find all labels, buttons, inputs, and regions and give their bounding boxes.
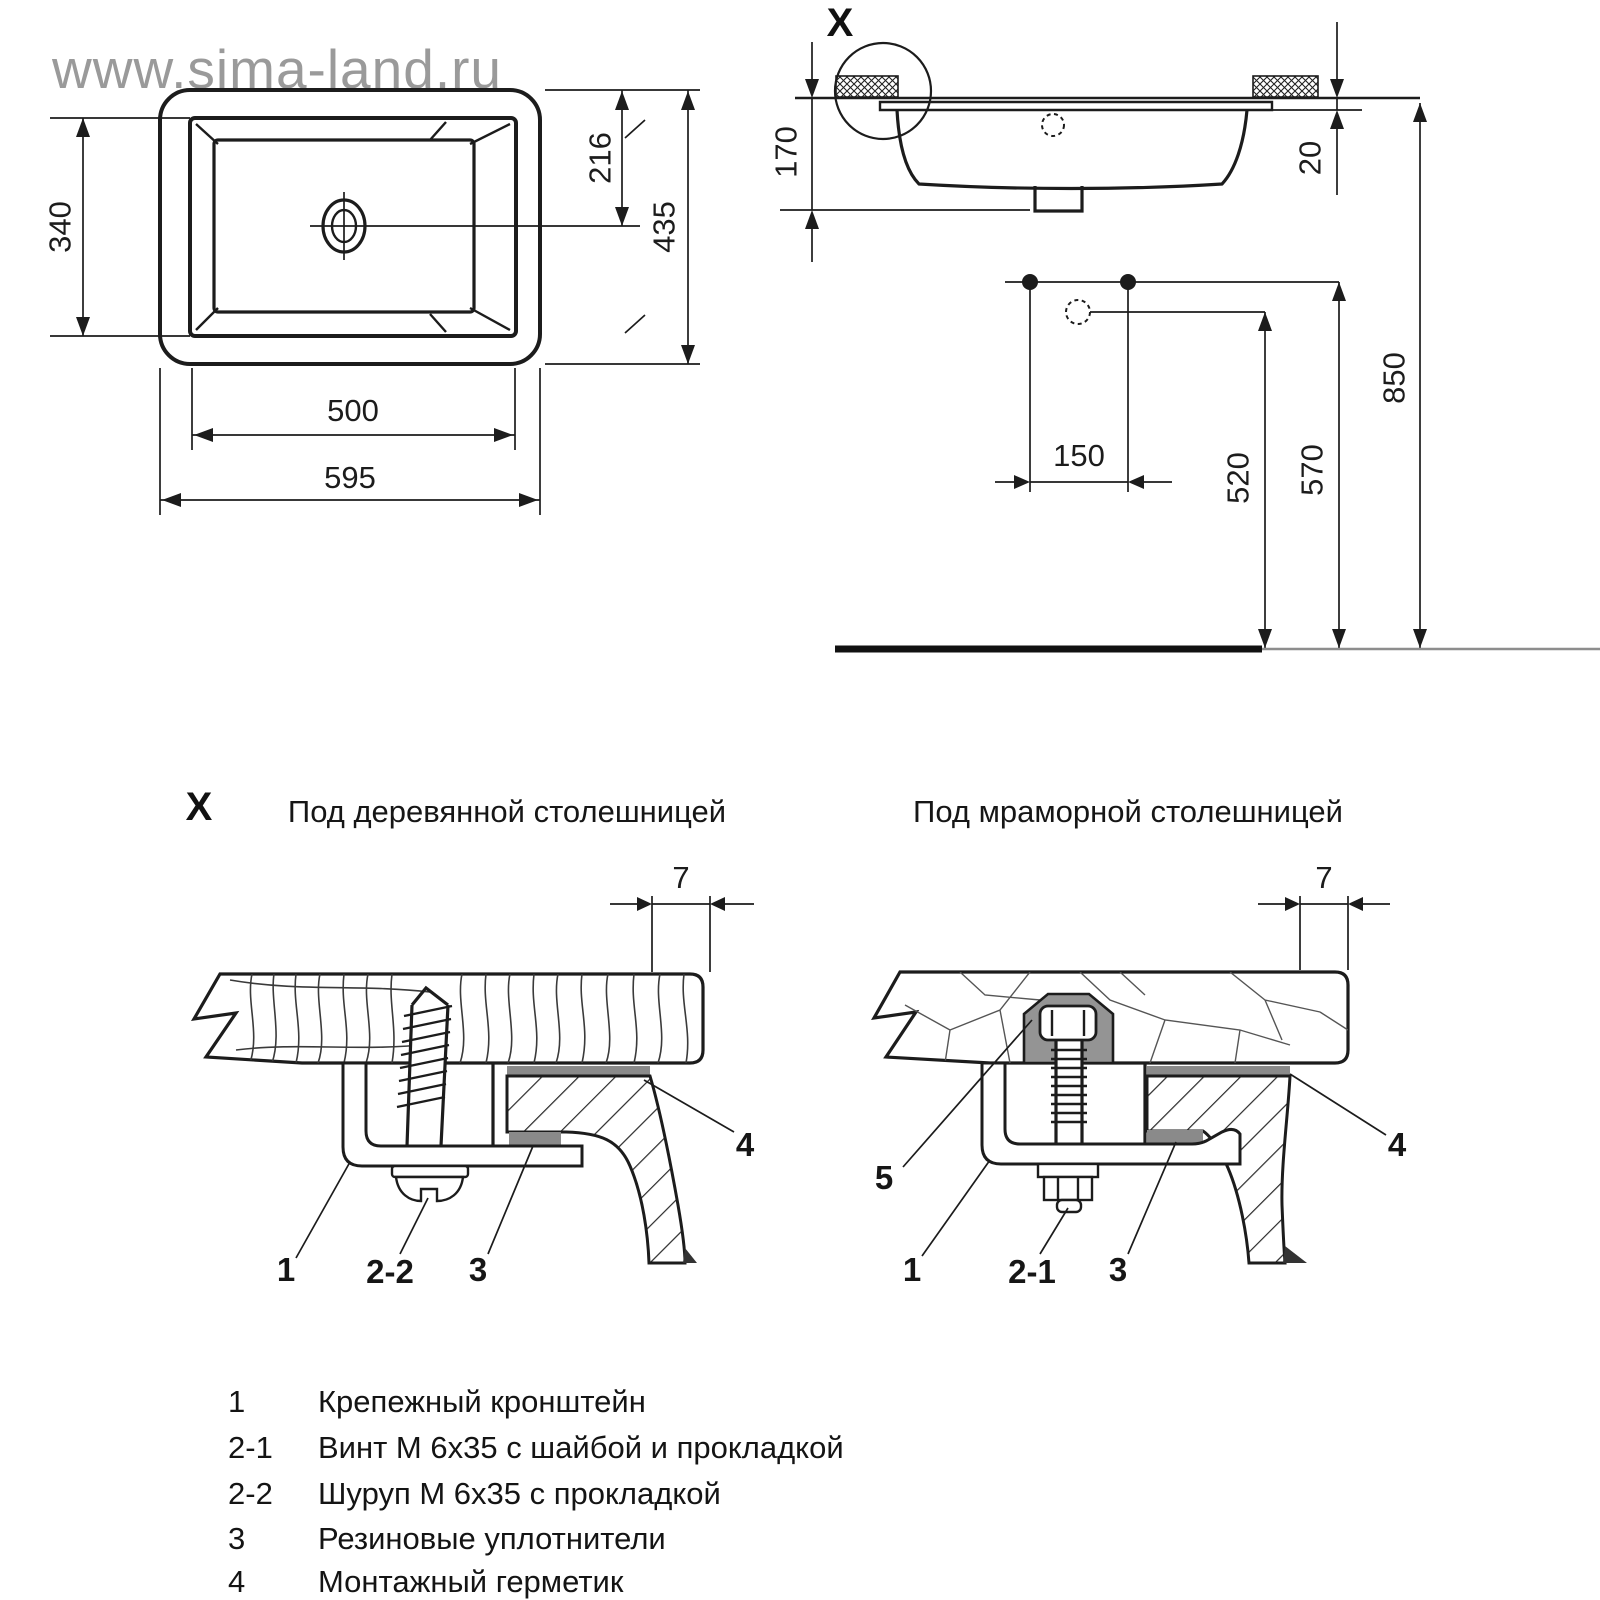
dim-216-label: 216 [582,132,618,184]
callout-1-wood: 1 [276,1251,296,1288]
dim-570-label: 570 [1294,444,1330,496]
dim-850-label: 850 [1376,352,1412,404]
legend-ref-2: 2-1 [228,1430,273,1465]
dim-435-label: 435 [646,201,682,253]
wood-grain-texture [230,974,688,1063]
bowl-profile [897,110,1247,189]
screw-head [392,1166,468,1201]
legend-ref-3: 2-2 [228,1476,273,1511]
callout-3-wood: 3 [468,1251,488,1288]
dim-20 [1272,22,1362,195]
rubber-seal-wood [509,1132,561,1146]
dim-7-marble [1258,860,1390,970]
dim-170 [769,42,1031,262]
marble-vein-texture [905,972,1348,1063]
bolt-2-1 [1040,1006,1096,1164]
callout-4-marble: 4 [1387,1126,1407,1163]
dim-520 [1221,312,1273,648]
legend-text-4: Резиновые уплотнители [318,1521,666,1556]
callout-2-1: 2-1 [1008,1253,1056,1290]
rubber-seal-marble [1147,1130,1203,1144]
watermark-text: www.sima-land.ru [52,38,503,100]
legend [228,1384,844,1599]
dim-216-435 [545,90,700,364]
callout-1-marble: 1 [902,1251,922,1288]
legend-ref-5: 4 [228,1564,246,1599]
legend-ref-4: 3 [228,1521,246,1556]
section-cut-wedge-wood [683,1248,697,1263]
legend-text-3: Шуруп М 6х35 с прокладкой [318,1476,721,1511]
detail-marble-title: Под мраморной столешницей [913,794,1343,829]
dim-7-marble-label: 7 [1315,860,1333,895]
side-view [769,1,1600,649]
callout-5-marble: 5 [874,1159,894,1196]
basin-outer-edge [160,90,540,364]
section-cut-wedge-marble [1283,1246,1307,1263]
detail-wood-title: Под деревянной столешницей [287,794,727,829]
dim-570 [1295,282,1347,648]
dim-340-label: 340 [42,201,78,253]
dim-150-label: 150 [1053,438,1105,473]
dim-20-label: 20 [1292,140,1328,176]
ceramic-rim-section-wood [507,1076,685,1263]
callout-2-2: 2-2 [366,1253,414,1290]
dim-850 [1377,103,1428,648]
detail-marble [874,794,1407,1290]
bolt-nut-washer [1038,1164,1098,1212]
ceramic-rim-section-marble [1147,1076,1290,1263]
legend-ref-1: 1 [228,1384,246,1419]
overflow-hole-icon [1042,114,1064,136]
callout-3-marble: 3 [1108,1251,1128,1288]
legend-text-5: Монтажный герметик [318,1564,624,1599]
drain-position-icon [1066,300,1090,324]
dim-340 [43,118,191,336]
legend-text-2: Винт М 6х35 с шайбой и прокладкой [318,1430,844,1465]
dim-170-label: 170 [768,126,804,178]
detail-wood [186,785,755,1290]
top-view [43,90,701,515]
dim-520-label: 520 [1220,452,1256,504]
basin-rim-flange [880,102,1272,110]
detail-x-marker: X [826,1,854,45]
detail-x-title-marker: X [185,785,213,829]
dim-500-595 [160,368,540,515]
bowl-corner-bevels [196,122,510,332]
dim-595-label: 595 [324,460,376,495]
basin-rim-edge [190,118,516,336]
dim-500-label: 500 [327,393,379,428]
dim-150 [995,438,1172,489]
dim-7-wood-label: 7 [672,860,690,895]
dim-7-wood [610,860,754,972]
callout-4-wood: 4 [735,1126,755,1163]
countertop-cut-blocks [836,76,1318,97]
screw-2-2 [397,988,452,1146]
legend-text-1: Крепежный кронштейн [318,1384,646,1419]
